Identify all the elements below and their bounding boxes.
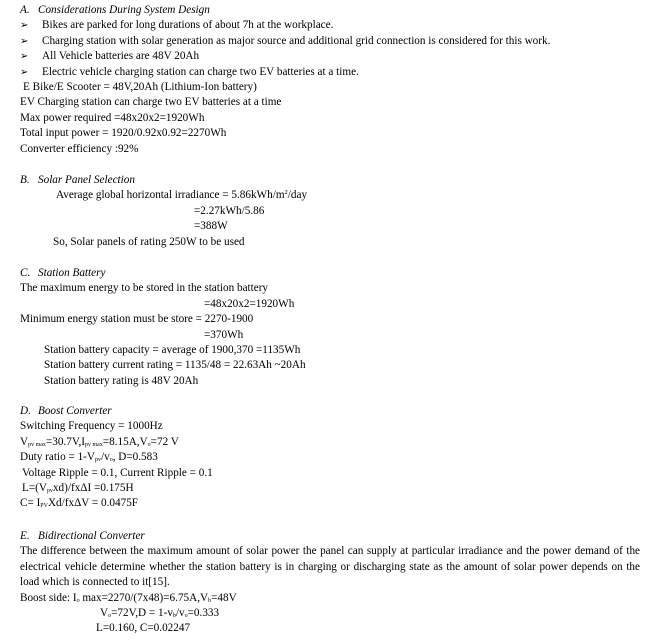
duty-subscript-o: o: [109, 457, 113, 464]
capacitance-value: Xd/fxΔV = 0.0475F: [47, 497, 139, 510]
boost-subscript-o: o: [76, 597, 80, 604]
section-a-title: Considerations During System Design: [38, 4, 210, 16]
bullet-item: ➢ Charging station with solar generation as major source and additional grid connection is considered for this work.: [20, 34, 640, 49]
duty-divider: /v: [100, 451, 110, 464]
section-b-title: Solar Panel Selection: [38, 174, 135, 186]
section-b-heading: [20, 173, 640, 188]
ripple-line: Voltage Ripple = 0.1, Current Ripple = 0.1: [22, 466, 213, 479]
section-e-letter: E.: [20, 530, 30, 542]
battery-current-line: Station battery current rating = 1135/48 = 22.63Ah ~20Ah: [44, 359, 306, 372]
battery-rating-line: Station battery rating is 48V 20Ah: [44, 374, 199, 387]
vb-subscript: b: [172, 613, 176, 620]
max-power-line: Max power required =48x20x2=1920Wh: [20, 111, 205, 124]
inductance-line: [22, 481, 640, 496]
boost-text: Boost side: I: [20, 591, 77, 604]
bullet-item: ➢ Electric vehicle charging station can charge two EV batteries at a time.: [20, 65, 640, 80]
max-energy-value: =48x20x2=1920Wh: [204, 297, 295, 310]
section-c-heading: [20, 266, 640, 281]
inductance-text: L=(V: [22, 482, 47, 495]
irradiance-line: [56, 188, 640, 203]
section-a: [20, 3, 640, 157]
irradiance-unit: /day: [287, 189, 308, 202]
switching-frequency-line: Switching Frequency = 1000Hz: [20, 420, 163, 433]
capacitance-subscript: PV: [40, 503, 48, 510]
section-a-letter: A.: [20, 4, 30, 16]
battery-capacity-line: Station battery capacity = average of 1900,370 =1135Wh: [44, 344, 301, 357]
output-voltage-line: [100, 606, 640, 621]
power-result: =388W: [194, 220, 228, 233]
section-e-title: Bidirectional Converter: [38, 530, 145, 542]
vo-subscript: o: [147, 441, 151, 448]
vo-value: =72 V: [150, 435, 179, 448]
inductance-subscript: pv: [46, 488, 53, 495]
v-subscript: pv max: [28, 441, 46, 448]
converter-efficiency-line: Converter efficiency :92%: [20, 142, 139, 155]
bullet-item: ➢ All Vehicle batteries are 48V 20Ah: [20, 49, 640, 64]
boost-voltage: =48V: [211, 591, 237, 604]
irradiance-text: Average global horizontal irradiance = 5.86kWh/m: [56, 189, 285, 202]
vo-value: =72V,D = 1-v: [111, 607, 173, 620]
section-a-heading: [20, 3, 640, 18]
station-capacity-line: EV Charging station can charge two EV batteries at a time: [20, 96, 282, 109]
bullet-item: ➢ Bikes are parked for long durations of about 7h at the workplace.: [20, 18, 640, 33]
duty-text: Duty ratio = 1-V: [20, 451, 95, 464]
boost-side-line: [20, 591, 640, 606]
capacitance-text: C= I: [20, 497, 41, 510]
energy-equation: =2.27kWh/5.86: [194, 204, 265, 217]
duty-subscript-pv: pv: [94, 457, 101, 464]
solar-conclusion: So, Solar panels of rating 250W to be used: [53, 235, 245, 248]
section-e: [20, 529, 640, 637]
bidirectional-paragraph: The difference between the maximum amount of solar power the panel can supply at particular irradiance and the power demand of the electrical vehicle determine whether the station battery is in charging or discharging state as the amount of solar power depends on the load which is connected to it[15].: [20, 545, 640, 589]
i-value: =8.15A,V: [102, 435, 148, 448]
section-b: [20, 173, 640, 250]
section-e-heading: [20, 529, 640, 544]
vo-subscript: o: [108, 613, 112, 620]
vo-symbol: V: [100, 607, 109, 620]
v-symbol: V: [20, 435, 29, 448]
irradiance-exponent: 2: [284, 189, 288, 197]
section-d: [20, 404, 640, 512]
duty-value: , D=0.583: [112, 451, 158, 464]
duty-ratio-line: [20, 450, 640, 465]
lc-values-line: L=0.160, C=0.02247: [96, 622, 191, 635]
section-c: [20, 266, 640, 389]
section-d-heading: [20, 404, 640, 419]
ebike-spec: E Bike/E Scooter = 48V,20Ah (Lithium-Ion battery): [23, 81, 257, 94]
vo-subscript-2: o: [184, 613, 188, 620]
boost-current: max=2270/(7x48)=6.75A,V: [79, 591, 209, 604]
section-d-letter: D.: [20, 405, 31, 417]
section-c-title: Station Battery: [38, 267, 106, 279]
min-energy-line: Minimum energy station must be store = 2270-1900: [20, 313, 254, 326]
i-subscript: pv max: [84, 441, 103, 448]
v-value: =30.7V,I: [45, 435, 85, 448]
section-d-title: Boost Converter: [38, 405, 112, 417]
max-energy-line: The maximum energy to be stored in the station battery: [20, 282, 269, 295]
duty-result: =0.333: [187, 607, 220, 620]
pv-ratings-line: [20, 435, 640, 450]
capacitance-line: [20, 496, 640, 511]
min-energy-value: =370Wh: [204, 328, 244, 341]
vo-divider: /v: [175, 607, 185, 620]
total-input-power-line: Total input power = 1920/0.92x0.92=2270Wh: [20, 127, 227, 140]
section-b-letter: B.: [20, 174, 30, 186]
section-c-letter: C.: [20, 267, 31, 279]
inductance-value: xd)/fxΔI =0.175H: [52, 482, 134, 495]
boost-subscript-b: b: [208, 597, 212, 604]
